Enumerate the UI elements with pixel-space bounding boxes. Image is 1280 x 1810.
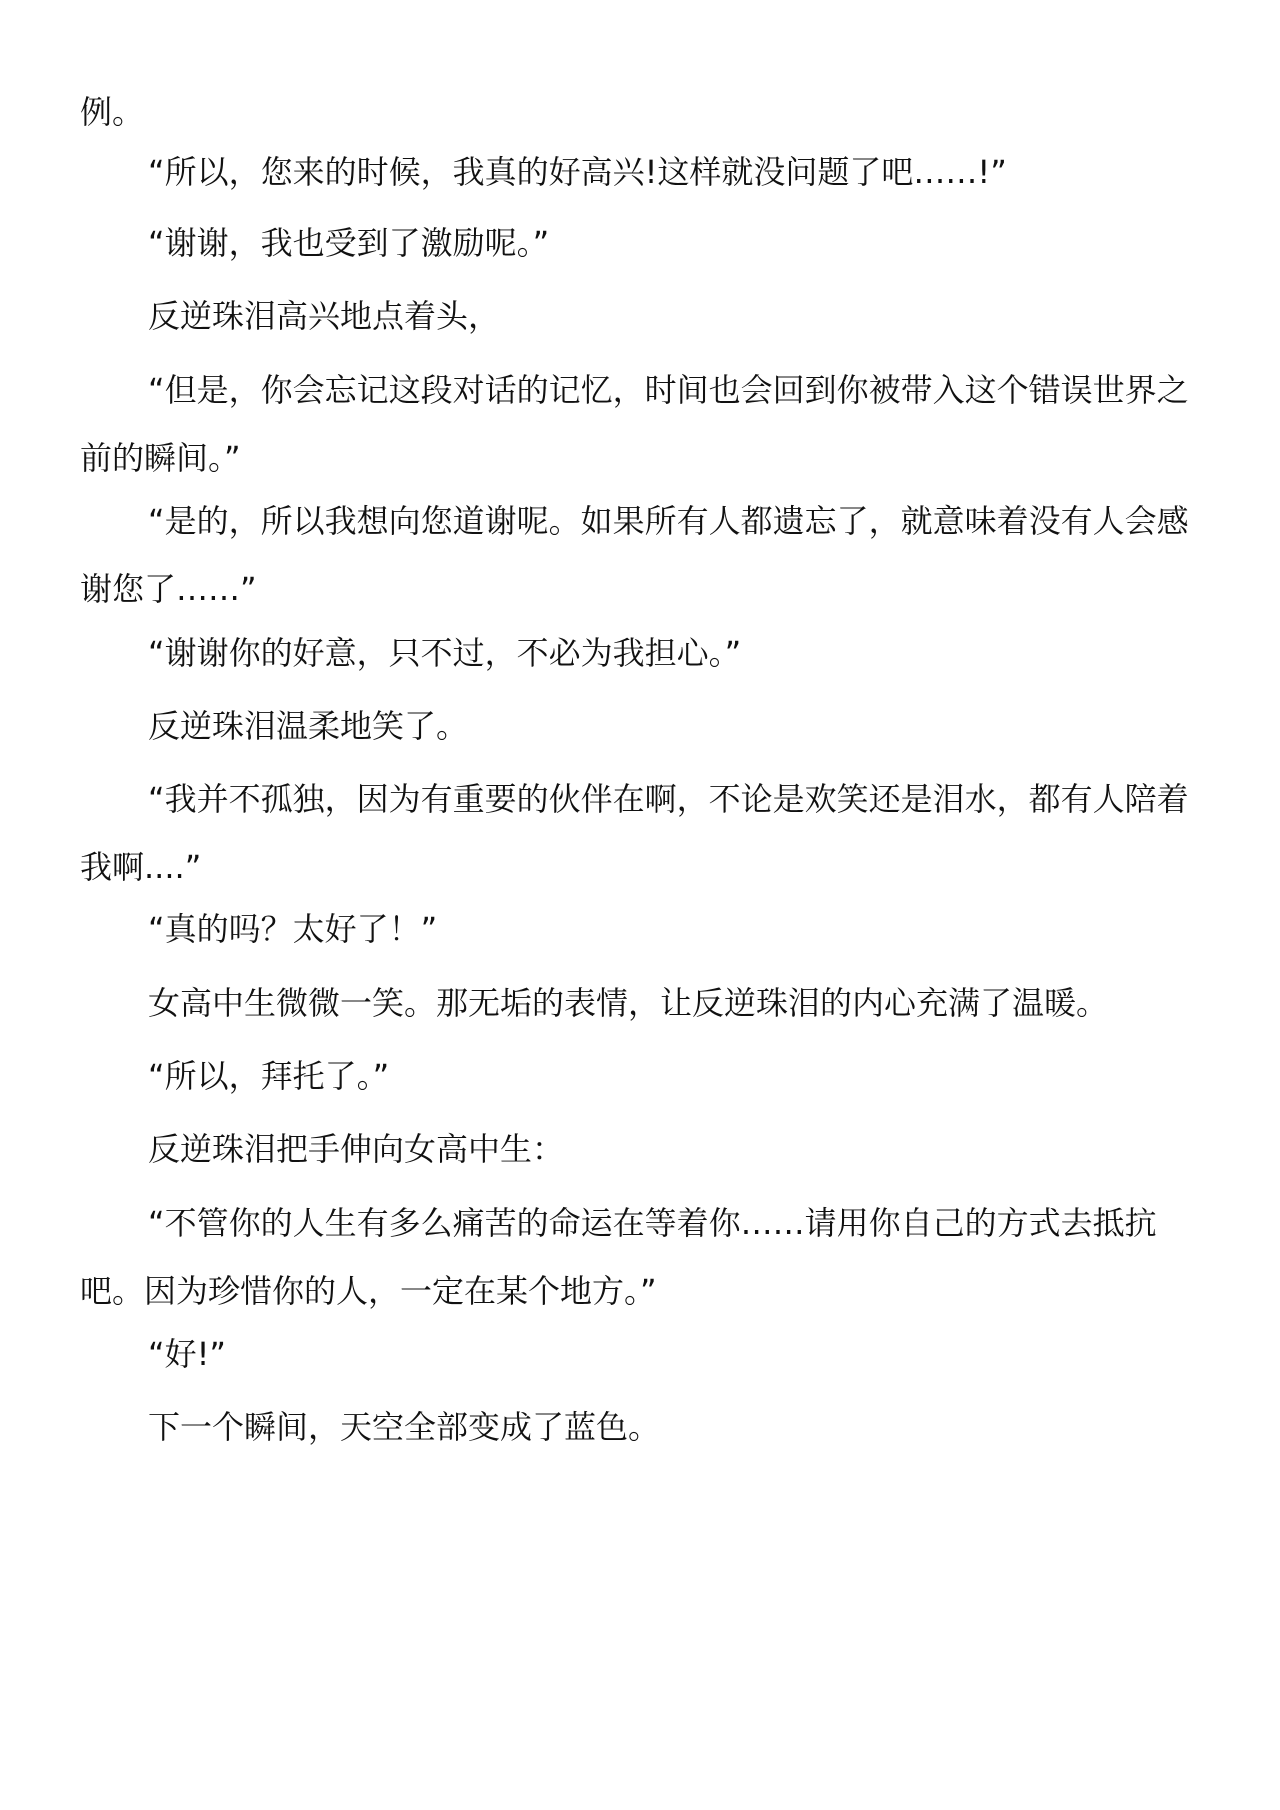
paragraph: “好!”: [148, 1335, 226, 1373]
paragraph: “谢谢你的好意，只不过，不必为我担心。”: [148, 634, 742, 672]
paragraph: 反逆珠泪高兴地点着头，: [148, 297, 501, 335]
paragraph: “所以，拜托了。”: [148, 1057, 390, 1095]
paragraph: 女高中生微微一笑。那无垢的表情，让反逆珠泪的内心充满了温暖。: [148, 984, 1109, 1022]
paragraph: “是的，所以我想向您道谢呢。如果所有人都遗忘了，就意味着没有人会感谢您了……”: [80, 502, 1189, 608]
paragraph: “真的吗？太好了！”: [148, 910, 438, 948]
paragraph-continuation: 例。: [80, 93, 145, 131]
paragraph: 下一个瞬间，天空全部变成了蓝色。: [148, 1408, 661, 1446]
paragraph: 反逆珠泪温柔地笑了。: [148, 707, 469, 745]
paragraph: “但是，你会忘记这段对话的记忆，时间也会回到你被带入这个错误世界之前的瞬间。”: [80, 371, 1189, 477]
paragraph: “不管你的人生有多么痛苦的命运在等着你……请用你自己的方式去抵抗吧。因为珍惜你的人，一定在某个地方。”: [80, 1204, 1157, 1310]
paragraph: “谢谢，我也受到了激励呢。”: [148, 224, 550, 262]
paragraph: 反逆珠泪把手伸向女高中生：: [148, 1130, 565, 1168]
paragraph: “所以，您来的时候，我真的好高兴!这样就没问题了吧……!”: [148, 153, 1007, 191]
paragraph: “我并不孤独，因为有重要的伙伴在啊，不论是欢笑还是泪水，都有人陪着我啊....”: [80, 780, 1189, 886]
